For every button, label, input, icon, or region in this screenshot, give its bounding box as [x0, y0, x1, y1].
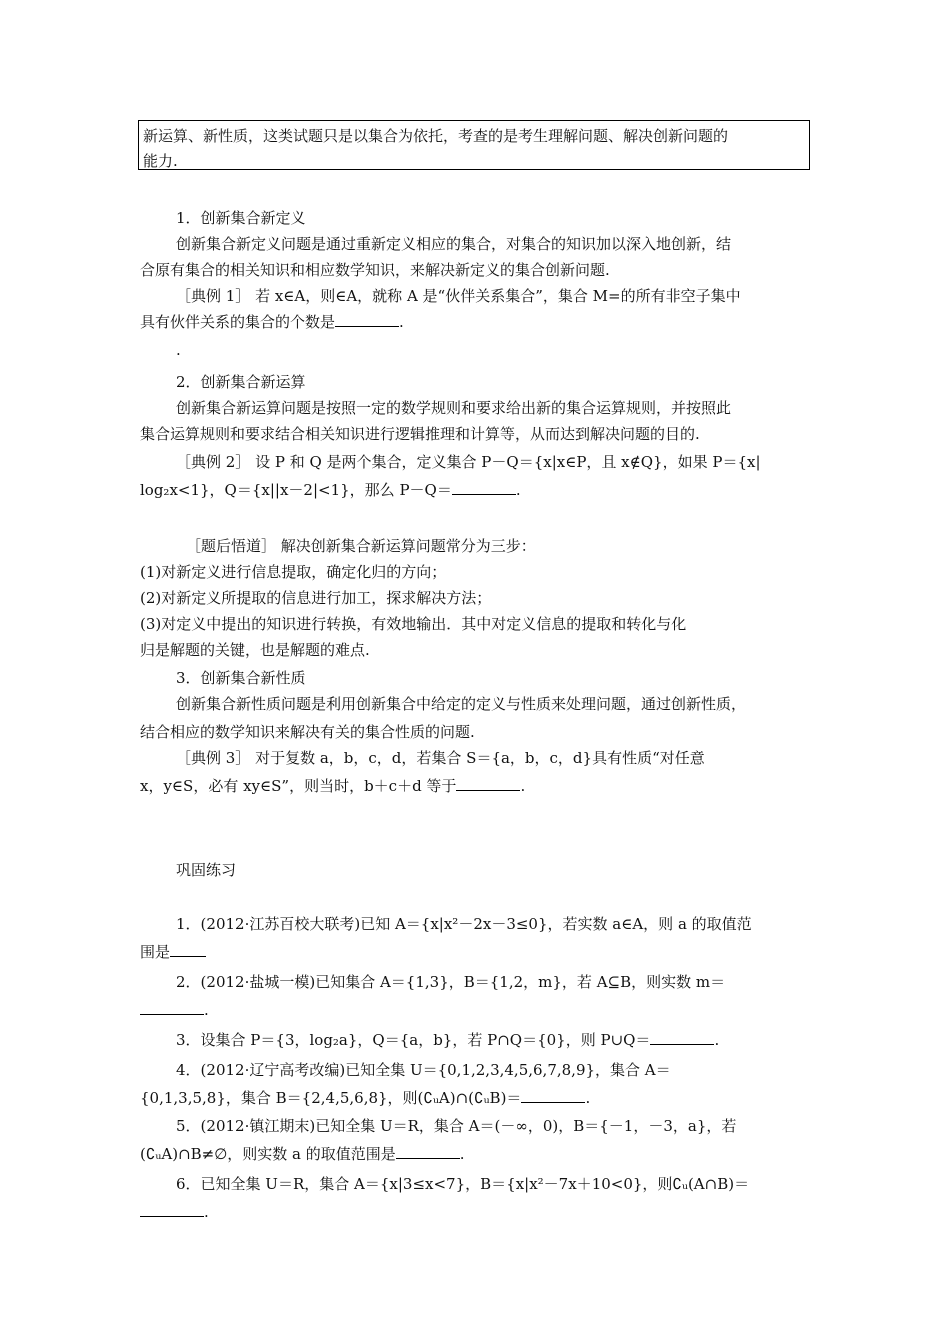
- question-1-text: 围是: [140, 943, 171, 961]
- tip-1: (1)对新定义进行信息提取，确定化归的方向；: [140, 563, 447, 581]
- section-2-heading: 2．创新集合新运算: [176, 373, 306, 391]
- question-6-end: .: [204, 1203, 209, 1221]
- question-6-line-1: 6．已知全集 U＝R，集合 A＝{x|3≤x<7}，B＝{x|x²－7x＋10<0}，则∁ᵤ(A∩B)＝: [176, 1175, 750, 1193]
- example-1-line-2: [140, 312, 810, 332]
- section-1-para-1: 创新集合新定义问题是通过重新定义相应的集合，对集合的知识加以深入地创新，结: [176, 235, 732, 253]
- intro-box: [138, 120, 810, 170]
- example-3-line-2: [140, 776, 810, 796]
- question-5-line-2: [140, 1144, 810, 1164]
- answer-blank: [335, 313, 399, 327]
- intro-line-2: 能力.: [143, 152, 178, 170]
- question-5-end: .: [459, 1145, 465, 1163]
- question-6-line-2: [140, 1202, 810, 1222]
- section-3-para-2: 结合相应的数学知识来解决有关的集合性质的问题.: [140, 723, 475, 741]
- example-3-line-1: ［典例 3］ 对于复数 a，b，c，d，若集合 S＝{a，b，c，d}具有性质“对任意: [176, 749, 705, 767]
- section-1-heading: 1．创新集合新定义: [176, 209, 306, 227]
- answer-blank: [140, 1001, 204, 1015]
- question-3-end: .: [714, 1031, 720, 1049]
- question-3: [176, 1030, 810, 1050]
- answer-blank: [140, 1203, 204, 1217]
- question-2-end: .: [204, 1001, 209, 1019]
- answer-blank: [452, 481, 516, 495]
- answer-blank: [650, 1031, 714, 1045]
- section-3-para-1: 创新集合新性质问题是利用创新集合中给定的定义与性质来处理问题，通过创新性质，: [176, 695, 747, 713]
- example-3-text: x，y∈S，必有 xy∈S”，则当时，b＋c＋d 等于: [140, 777, 457, 795]
- tip-3: (3)对定义中提出的知识进行转换，有效地输出．其中对定义信息的提取和转化与化: [140, 615, 687, 633]
- section-2-para-1: 创新集合新运算问题是按照一定的数学规则和要求给出新的集合运算规则，并按照此: [176, 399, 732, 417]
- example-2-line-2: [140, 480, 810, 500]
- question-2-line-2: [140, 1000, 810, 1020]
- intro-line-1: 新运算、新性质，这类试题只是以集合为依托，考查的是考生理解问题、解决创新问题的: [143, 127, 729, 145]
- section-3-heading: 3．创新集合新性质: [176, 669, 306, 687]
- question-5-text: (∁ᵤA)∩B≠∅，则实数 a 的取值范围是: [140, 1145, 396, 1163]
- example-2-end: .: [515, 481, 521, 499]
- question-1-line-1: 1．(2012·江苏百校大联考)已知 A＝{x|x²－2x－3≤0}，若实数 a∈A，则 a 的取值范: [176, 915, 752, 933]
- example-3-end: .: [520, 777, 526, 795]
- example-1-line-1: ［典例 1］ 若 x∈A，则∈A，就称 A 是“伙伴关系集合”，集合 M=的所有非空子集中: [176, 287, 741, 305]
- example-2-text: log₂x<1}，Q＝{x||x－2|<1}，那么 P－Q＝: [140, 481, 452, 499]
- answer-blank: [170, 943, 206, 957]
- answer-blank: [456, 777, 520, 791]
- section-2-para-2: 集合运算规则和要求结合相关知识进行逻辑推理和计算等，从而达到解决问题的目的.: [140, 425, 700, 443]
- question-3-text: 3．设集合 P＝{3，log₂a}，Q＝{a，b}，若 P∩Q＝{0}，则 P∪Q＝: [176, 1031, 651, 1049]
- question-2-line-1: 2．(2012·盐城一模)已知集合 A＝{1,3}，B＝{1,2，m}，若 A⊆B，则实数 m＝: [176, 973, 726, 991]
- tips-heading: ［题后悟道］ 解决创新集合新运算问题常分为三步：: [186, 537, 536, 555]
- question-4-end: .: [585, 1089, 591, 1107]
- answer-blank: [521, 1089, 585, 1103]
- section-1-para-2: 合原有集合的相关知识和相应数学知识，来解决新定义的集合创新问题.: [140, 261, 610, 279]
- example-1-end: .: [399, 313, 404, 331]
- example-1-text: 具有伙伴关系的集合的个数是: [140, 313, 336, 331]
- tip-2: (2)对新定义所提取的信息进行加工，探求解决方法；: [140, 589, 492, 607]
- example-2-line-1: ［典例 2］ 设 P 和 Q 是两个集合，定义集合 P－Q＝{x|x∈P，且 x∉Q}，如果 P＝{x|: [176, 453, 761, 471]
- stray-dot: .: [176, 341, 181, 359]
- tip-4: 归是解题的关键，也是解题的难点.: [140, 641, 370, 659]
- question-1-line-2: [140, 942, 810, 962]
- answer-blank: [396, 1145, 460, 1159]
- practice-heading: 巩固练习: [176, 861, 237, 879]
- question-4-line-2: [140, 1088, 810, 1108]
- question-4-line-1: 4．(2012·辽宁高考改编)已知全集 U＝{0,1,2,3,4,5,6,7,8,9}，集合 A＝: [176, 1061, 671, 1079]
- question-5-line-1: 5．(2012·镇江期末)已知全集 U＝R，集合 A＝(－∞，0)，B＝{－1，－3，a}，若: [176, 1117, 737, 1135]
- question-4-text: {0,1,3,5,8}，集合 B＝{2,4,5,6,8}，则(∁ᵤA)∩(∁ᵤB)＝: [140, 1089, 522, 1107]
